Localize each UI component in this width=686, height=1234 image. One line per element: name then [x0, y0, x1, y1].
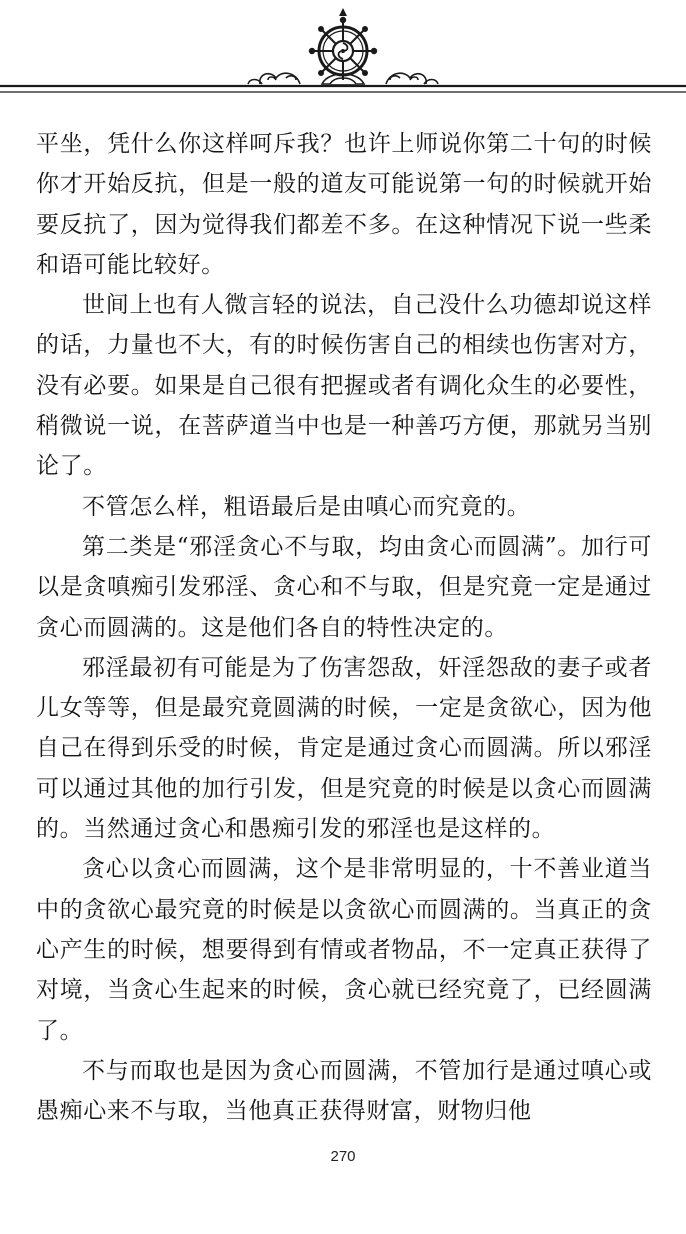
page-body	[36, 124, 652, 1131]
paragraph: 不管怎么样，粗语最后是由嗔心而究竟的。	[82, 493, 531, 520]
page-number: 270	[330, 1148, 356, 1165]
page-header-ornament	[0, 0, 686, 104]
dharma-wheel-icon	[0, 0, 686, 104]
paragraph: 不与而取也是因为贪心而圆满，不管加行是通过嗔心或愚痴心来不与取，当他真正获得财富，财物归他	[36, 1057, 652, 1125]
paragraph: 第二类是“邪淫贪心不与取，均由贪心而圆满”。加行可以是贪嗔痴引发邪淫、贪心和不与取，但是究竟一定是通过贪心而圆满的。这是他们各自的特性决定的。	[36, 533, 652, 641]
paragraph-continued: 平坐，凭什么你这样呵斥我？也许上师说你第二十句的时候你才开始反抗，但是一般的道友可能说第一句的时候就开始要反抗了，因为觉得我们都差不多。在这种情况下说一些柔和语可能比较好。	[36, 131, 652, 278]
paragraph: 世间上也有人微言轻的说法，自己没什么功德却说这样的话，力量也不大，有的时候伤害自己的相续也伤害对方，没有必要。如果是自己很有把握或者有调化众生的必要性，稍微说一说，在菩萨道当中也是一种善巧方便，那就另当别论了。	[36, 292, 652, 480]
paragraph: 邪淫最初有可能是为了伤害怨敌，奸淫怨敌的妻子或者儿女等等，但是最究竟圆满的时候，一定是贪欲心，因为他自己在得到乐受的时候，肯定是通过贪心而圆满。所以邪淫可以通过其他的加行引发，但是究竟的时候是以贪心而圆满的。当然通过贪心和愚痴引发的邪淫也是这样的。	[36, 654, 652, 843]
paragraph: 贪心以贪心而圆满，这个是非常明显的，十不善业道当中的贪欲心最究竟的时候是以贪欲心而圆满的。当真正的贪心产生的时候，想要得到有情或者物品，不一定真正获得了对境，当贪心生起来的时候，贪心就已经究竟了，已经圆满了。	[36, 856, 652, 1044]
